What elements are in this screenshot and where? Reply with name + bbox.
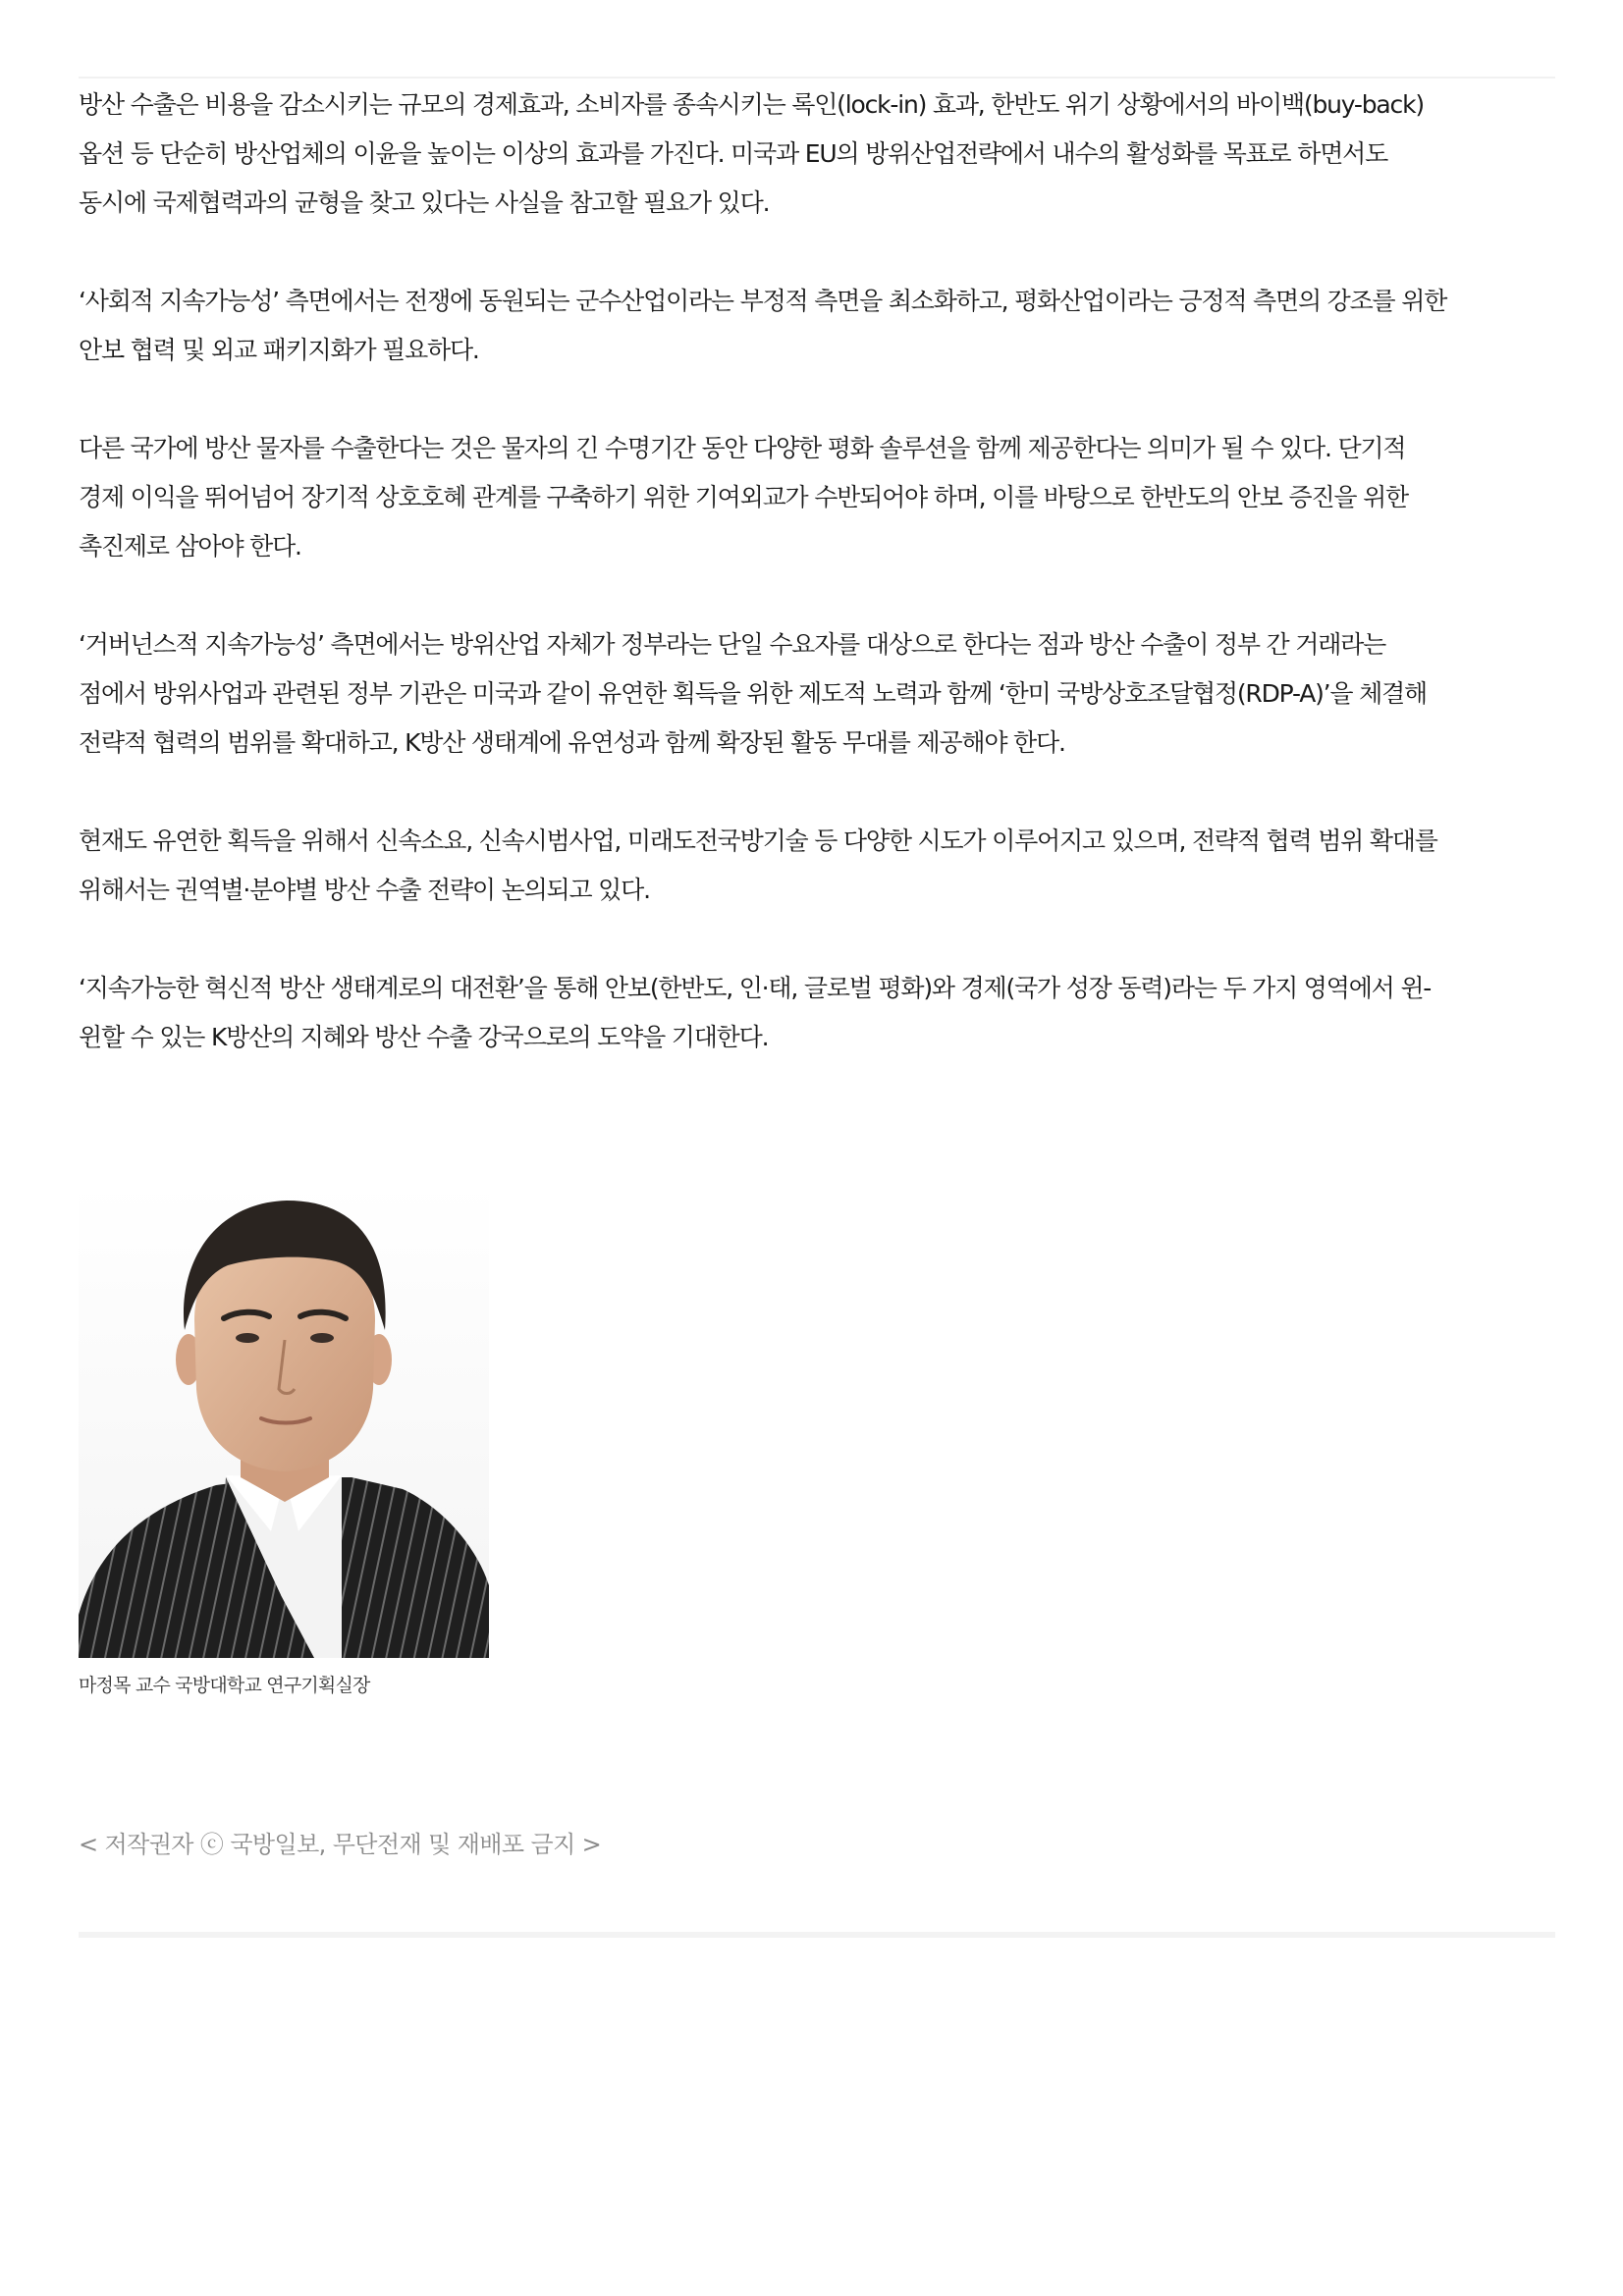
article-body: [79, 80, 1453, 1111]
article-paragraph-3: 다른 국가에 방산 물자를 수출한다는 것은 물자의 긴 수명기간 동안 다양한 평화 솔루션을 함께 제공한다는 의미가 될 수 있다. 단기적 경제 이익을 뛰어넘어 장기적 상호호혜 관계를 구축하기 위한 기여외교가 수반되어야 하며, 이를 바탕으로 한반도의 안보 증진을 위한 촉진제로 삼아야 한다.: [79, 434, 1408, 561]
author-portrait-image: [79, 1183, 489, 1658]
copyright-notice: < 저작권자 ⓒ 국방일보, 무단전재 및 재배포 금지 >: [79, 1831, 602, 1858]
article-paragraph-5: 현재도 유연한 획득을 위해서 신속소요, 신속시범사업, 미래도전국방기술 등 다양한 시도가 이루어지고 있으며, 전략적 협력 범위 확대를 위해서는 권역별·분야별 방산 수출 전략이 논의되고 있다.: [79, 827, 1437, 904]
author-photo-figure: [79, 1183, 489, 1699]
photo-caption: 마정목 교수 국방대학교 연구기획실장: [79, 1675, 370, 1696]
article-paragraph-2: ‘사회적 지속가능성’ 측면에서는 전쟁에 동원되는 군수산업이라는 부정적 측면을 최소화하고, 평화산업이라는 긍정적 측면의 강조를 위한 안보 협력 및 외교 패키지화가 필요하다.: [79, 287, 1447, 364]
article-paragraph-1: 방산 수출은 비용을 감소시키는 규모의 경제효과, 소비자를 종속시키는 록인(lock-in) 효과, 한반도 위기 상황에서의 바이백(buy-back) 옵션 등 단순히 방산업체의 이윤을 높이는 이상의 효과를 가진다. 미국과 EU의 방위산업전략에서 내수의 활성화를 목표로 하면서도 동시에 국제협력과의 균형을 찾고 있다는 사실을 참고할 필요가 있다.: [79, 90, 1424, 217]
article-paragraph-4: ‘거버넌스적 지속가능성’ 측면에서는 방위산업 자체가 정부라는 단일 수요자를 대상으로 한다는 점과 방산 수출이 정부 간 거래라는 점에서 방위사업과 관련된 정부 기관은 미국과 같이 유연한 획득을 위한 제도적 노력과 함께 ‘한미 국방상호조달협정(RDP-A)’을 체결해 전략적 협력의 범위를 확대하고, K방산 생태계에 유연성과 함께 확장된 활동 무대를 제공해야 한다.: [79, 630, 1427, 757]
top-divider: [79, 77, 1555, 79]
article-paragraph-6: ‘지속가능한 혁신적 방산 생태계로의 대전환’을 통해 안보(한반도, 인·태, 글로벌 평화)와 경제(국가 성장 동력)라는 두 가지 영역에서 윈-윈할 수 있는 K방산의 지혜와 방산 수출 강국으로의 도약을 기대한다.: [79, 974, 1432, 1051]
bottom-divider: [79, 1932, 1555, 1938]
